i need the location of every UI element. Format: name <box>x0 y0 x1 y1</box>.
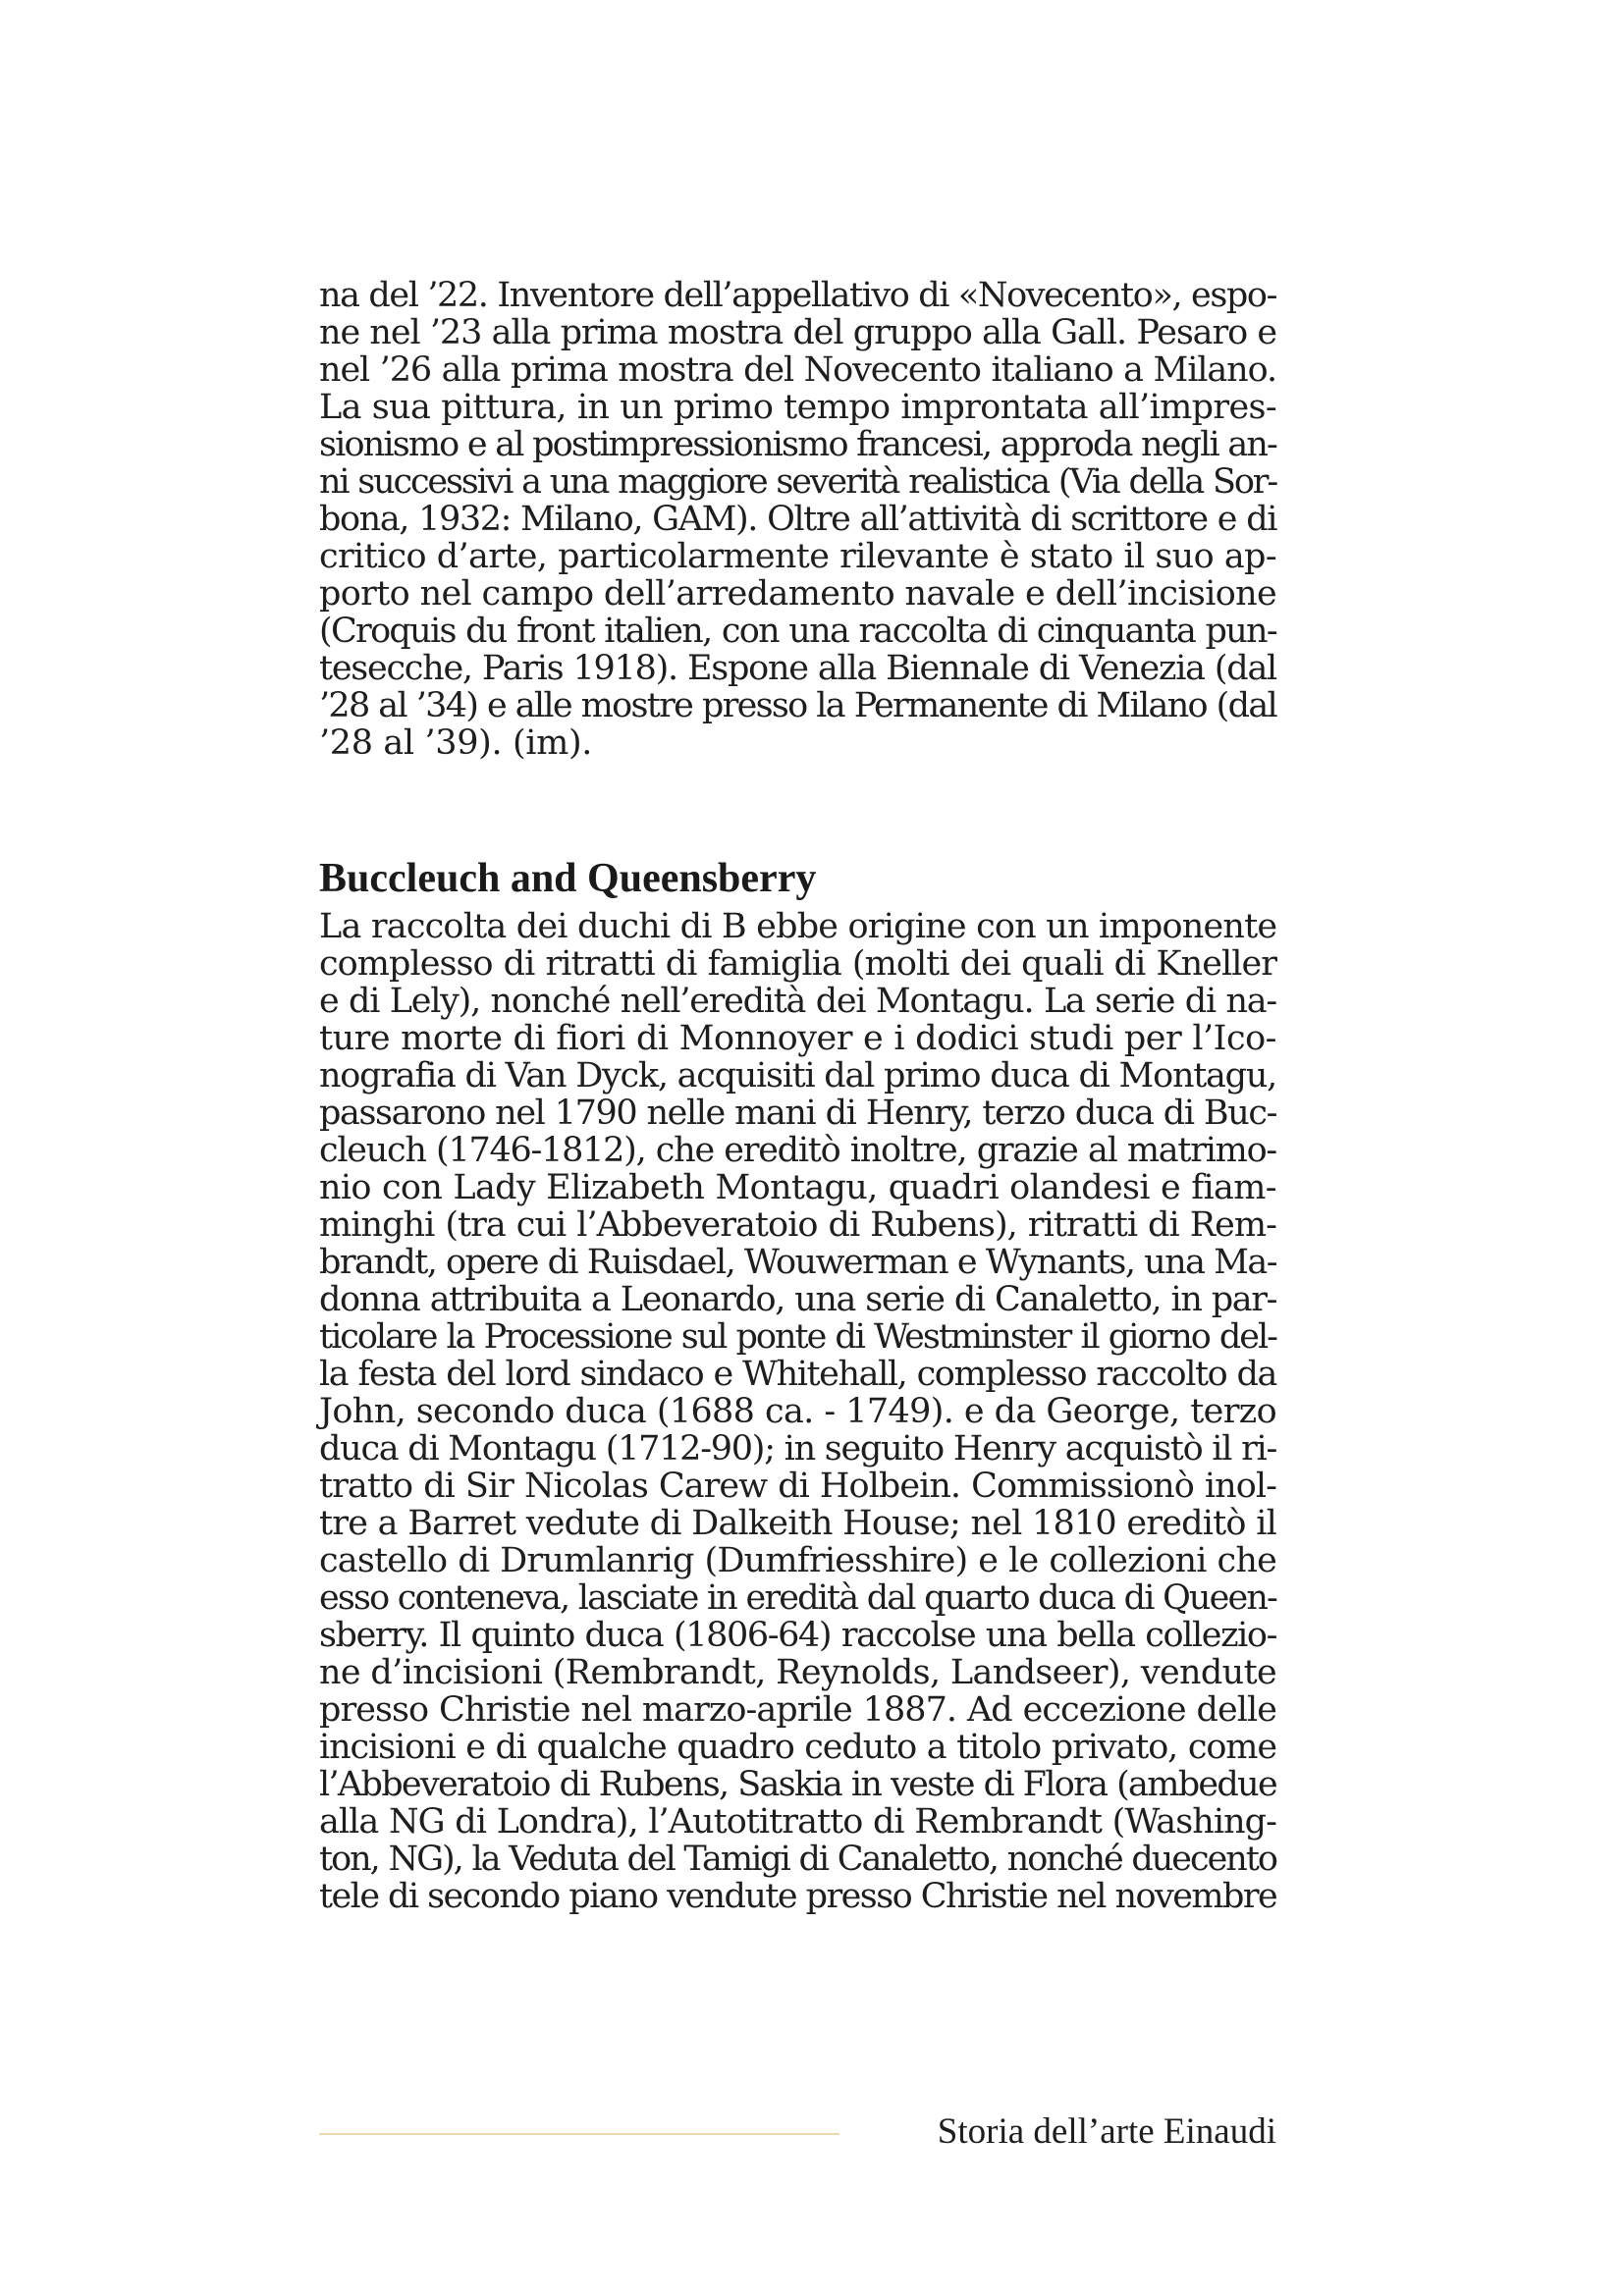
text-line: nel ’26 alla prima mostra del Novecento italiano a Milano. <box>319 350 1276 390</box>
entry-body-paragraph <box>319 908 1276 1915</box>
text-line: complesso di ritratti di famiglia (molti dei quali di Kneller <box>319 944 1276 984</box>
entry-heading: Buccleuch and Queensberry <box>319 856 817 901</box>
text-line: porto nel campo dell’arredamento navale e dell’incisione <box>319 574 1277 614</box>
text-line: ture morte di fiori di Monnoyer e i dodici studi per l’Ico- <box>319 1019 1276 1058</box>
footer-divider <box>319 2133 839 2135</box>
text-line: passarono nel 1790 nelle mani di Henry, terzo duca di Buc- <box>319 1094 1276 1133</box>
text-line: alla NG di Londra), l’Autotitratto di Rembrandt (Washing- <box>319 1802 1276 1842</box>
body-paragraph-continuation <box>319 277 1276 762</box>
text-line: castello di Drumlanrig (Dumfriesshire) e le collezioni che <box>319 1541 1276 1580</box>
text-line: brandt, opere di Ruisdael, Wouwerman e Wynants, una Ma- <box>319 1243 1276 1282</box>
text-line: ton, NG), la Veduta del Tamigi di Canaletto, nonché duecento <box>319 1840 1276 1879</box>
text-line: ticolare la Processione sul ponte di Westminster il giorno del- <box>319 1317 1276 1357</box>
text-line: La sua pittura, in un primo tempo improntata all’impres- <box>319 388 1276 427</box>
text-line: ne nel ’23 alla prima mostra del gruppo alla Gall. Pesaro e <box>319 313 1276 352</box>
text-line: na del ’22. Inventore dell’appellativo di «Novecento», espo- <box>319 276 1276 315</box>
text-line: ’28 al ’39). (im). <box>319 723 593 763</box>
text-line: sionismo e al postimpressionismo francesi, approda negli an- <box>319 425 1276 464</box>
text-line: minghi (tra cui l’Abbeveratoio di Rubens), ritratti di Rem- <box>319 1205 1276 1245</box>
text-line: bona, 1932: Milano, GAM). Oltre all’attività di scrittore e di <box>319 500 1276 539</box>
text-line: La raccolta dei duchi di B ebbe origine con un imponente <box>319 907 1277 946</box>
text-line: la festa del lord sindaco e Whitehall, complesso raccolto da <box>319 1355 1276 1394</box>
text-line: donna attribuita a Leonardo, una serie di Canaletto, in par- <box>319 1280 1276 1319</box>
text-line: presso Christie nel marzo-aprile 1887. Ad eccezione delle <box>319 1690 1276 1730</box>
text-line: tele di secondo piano vendute presso Christie nel novembre <box>319 1877 1277 1916</box>
text-line: (Croquis du front italien, con una raccolta di cinquanta pun- <box>319 612 1276 651</box>
text-line: nografia di Van Dyck, acquisiti dal primo duca di Montagu, <box>319 1056 1276 1095</box>
text-line: tratto di Sir Nicolas Carew di Holbein. Commissionò inol- <box>319 1467 1276 1506</box>
text-line: ni successivi a una maggiore severità realistica (Via della Sor- <box>319 462 1276 502</box>
text-line: ’28 al ’34) e alle mostre presso la Permanente di Milano (dal <box>319 686 1276 725</box>
text-line: tre a Barret vedute di Dalkeith House; nel 1810 ereditò il <box>319 1504 1276 1543</box>
text-line: cleuch (1746-1812), che ereditò inoltre, grazie al matrimo- <box>319 1131 1276 1170</box>
text-line: incisioni e di qualche quadro ceduto a titolo privato, come <box>319 1728 1276 1767</box>
text-line: e di Lely), nonché nell’eredità dei Montagu. La serie di na- <box>319 982 1276 1021</box>
text-line: tesecche, Paris 1918). Espone alla Biennale di Venezia (dal <box>319 649 1276 688</box>
text-line: critico d’arte, particolarmente rilevante è stato il suo ap- <box>319 537 1276 576</box>
text-line: ne d’incisioni (Rembrandt, Reynolds, Landseer), vendute <box>319 1653 1277 1692</box>
text-line: sberry. Il quinto duca (1806-64) raccolse una bella collezio- <box>319 1616 1276 1655</box>
text-line: John, secondo duca (1688 ca. - 1749). e da George, terzo <box>319 1392 1276 1431</box>
footer-publication-title: Storia dell’arte Einaudi <box>937 2111 1276 2152</box>
text-line: duca di Montagu (1712-90); in seguito Henry acquistò il ri- <box>319 1429 1277 1468</box>
text-line: l’Abbeveratoio di Rubens, Saskia in veste di Flora (ambedue <box>319 1765 1276 1804</box>
text-line: nio con Lady Elizabeth Montagu, quadri olandesi e fiam- <box>319 1168 1276 1207</box>
text-line: esso conteneva, lasciate in eredità dal quarto duca di Queen- <box>319 1578 1276 1618</box>
